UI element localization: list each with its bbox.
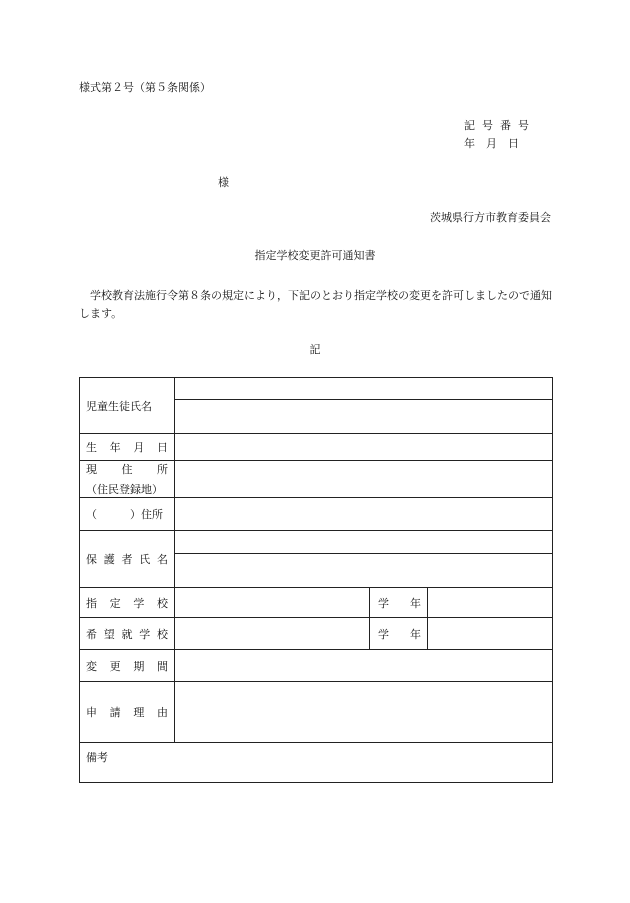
guardian-name-label: 保 護 者 氏 名 — [86, 553, 168, 566]
designated-grade-label-cell — [370, 588, 428, 618]
desired-grade-field[interactable] — [428, 618, 553, 650]
designated-grade-label: 学 年 — [378, 596, 421, 610]
desired-grade-label-cell — [370, 618, 428, 650]
document-title: 指定学校変更許可通知書 — [254, 249, 376, 262]
desired-school-row — [80, 618, 553, 650]
desired-school-field[interactable] — [175, 618, 370, 650]
birthdate-label-cell — [80, 434, 175, 461]
record-number-label: 記号番号 — [464, 119, 536, 132]
notification-table — [79, 377, 553, 783]
recipient-honorific: 様 — [218, 176, 229, 189]
desired-school-label: 希 望 就 学 校 — [86, 627, 168, 641]
desired-grade-label: 学 年 — [378, 627, 421, 641]
other-address-row — [80, 498, 553, 531]
guardian-name-row-1 — [80, 531, 553, 554]
date-line: 年 月 日 — [464, 137, 519, 150]
birthdate-field[interactable] — [175, 434, 553, 461]
student-name-row-1 — [80, 378, 553, 400]
designated-school-field[interactable] — [175, 588, 370, 618]
application-reason-label-cell — [80, 682, 175, 743]
student-name-label: 児童生徒氏名 — [86, 399, 152, 413]
other-address-field[interactable] — [175, 498, 553, 531]
designated-grade-field[interactable] — [428, 588, 553, 618]
application-reason-label: 申 請 理 由 — [86, 706, 168, 719]
current-address-field[interactable] — [175, 461, 553, 498]
form-number: 様式第２号（第５条関係） — [79, 81, 211, 94]
change-period-label-cell — [80, 650, 175, 682]
issuer-name: 茨城県行方市教育委員会 — [430, 211, 551, 224]
designated-school-row — [80, 588, 553, 618]
guardian-name-kana-field[interactable] — [175, 531, 553, 554]
remarks-label: 備考 — [86, 751, 108, 764]
current-address-row — [80, 461, 553, 498]
change-period-field[interactable] — [175, 650, 553, 682]
body-text: 学校教育法施行令第８条の規定により，下記のとおり指定学校の変更を許可しましたので通知します。 — [79, 289, 552, 320]
birthdate-label: 生 年 月 日 — [86, 441, 168, 454]
resident-registry-label: （住民登録地） — [86, 483, 163, 496]
change-period-label: 変 更 期 間 — [86, 659, 168, 673]
remarks-row — [80, 743, 553, 783]
student-name-field[interactable] — [175, 400, 553, 434]
guardian-name-field[interactable] — [175, 554, 553, 588]
birthdate-row — [80, 434, 553, 461]
application-reason-field[interactable] — [175, 682, 553, 743]
application-reason-row — [80, 682, 553, 743]
student-name-label-cell — [80, 378, 175, 434]
current-address-label: 現 住 所 — [86, 463, 168, 476]
ki-heading: 記 — [309, 343, 321, 356]
desired-school-label-cell — [80, 618, 175, 650]
guardian-name-label-cell — [80, 531, 175, 588]
designated-school-label-cell — [80, 588, 175, 618]
other-address-label: （ ）住所 — [86, 508, 163, 521]
current-address-label-cell — [80, 461, 175, 498]
designated-school-label: 指 定 学 校 — [86, 596, 168, 610]
change-period-row — [80, 650, 553, 682]
remarks-cell[interactable] — [80, 743, 553, 783]
student-name-kana-field[interactable] — [175, 378, 553, 400]
other-address-label-cell — [80, 498, 175, 531]
